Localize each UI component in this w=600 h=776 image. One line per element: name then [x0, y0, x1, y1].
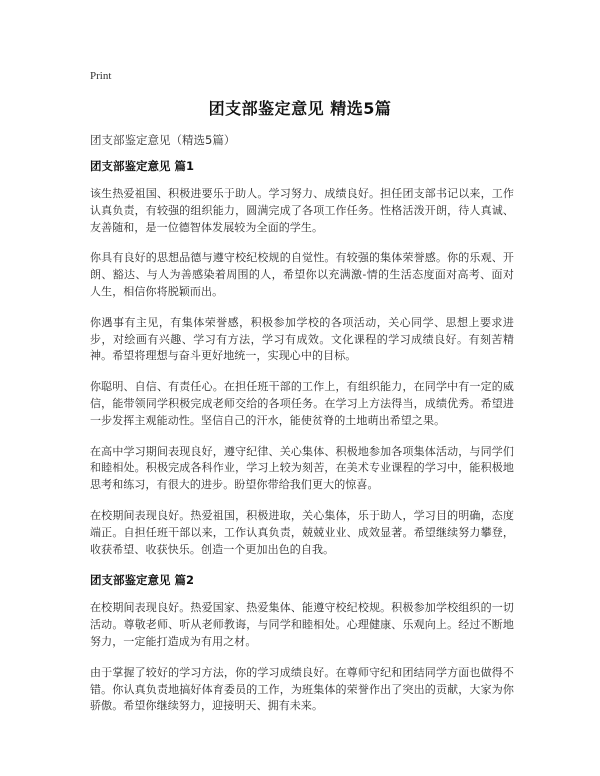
- paragraph: 你聪明、自信、有责任心。在担任班干部的工作上，有组织能力，在同学中有一定的威信，能带领同学积极完成老师交给的各项任务。在学习上方法得当，成绩优秀。希望进一步发挥主观能动性。坚信自己的汗水，能使贫脊的土地萌出希望之果。: [90, 380, 514, 427]
- section-1: [90, 158, 514, 558]
- paragraph: 在校期间表现良好。热爱国家、热爱集体、能遵守校纪校规。积极参加学校组织的一切活动。尊敬老师、听从老师教诲，与同学和睦相处。心理健康、乐观向上。经过不断地努力，一定能打造成为有用之材。: [90, 601, 514, 648]
- document-subtitle: 团支部鉴定意见（精选5篇）: [90, 133, 236, 147]
- page-title: 团支部鉴定意见 精选5篇: [208, 99, 392, 118]
- paragraph: 你遇事有主见，有集体荣誉感，积极参加学校的各项活动，关心同学、思想上要求进步，对绘画有兴趣、学习有方法，学习有成效。文化课程的学习成绩良好。有刻苦精神。希望将理想与奋斗更好地统一，实现心中的目标。: [90, 315, 514, 363]
- document-body: [90, 158, 514, 729]
- paragraph: 你具有良好的思想品德与遵守校纪校规的自觉性。有较强的集体荣誉感。你的乐观、开朗、豁达、与人为善感染着周围的人，希望你以充满激-情的生活态度面对高考、面对人生，相信你将脱颖而出。: [90, 251, 514, 298]
- paragraph: 该生热爱祖国、积极进要乐于助人。学习努力、成绩良好。担任团支部书记以来，工作认真负责，有较强的组织能力，圆满完成了各项工作任务。性格活泼开朗，待人真诚、友善随和，是一位德智体发展较为全面的学生。: [90, 187, 514, 234]
- section-heading: 团支部鉴定意见 篇1: [90, 159, 195, 173]
- paragraph: 在高中学习期间表现良好，遵守纪律、关心集体、积极地参加各项集体活动，与同学们和睦相处。积极完成各科作业，学习上较为刻苦，在美术专业课程的学习中，能积极地思考和练习，有很大的进步。盼望你带给我们更大的惊喜。: [90, 444, 514, 492]
- paragraph: 在校期间表现良好。热爱祖国，积极进取，关心集体，乐于助人，学习目的明确，态度端正。自担任班干部以来，工作认真负责，兢兢业业、成效显著。希望继续努力攀登，收获希望、收获快乐。创造一个更加出色的自我。: [90, 508, 514, 556]
- section-heading: 团支部鉴定意见 篇2: [90, 573, 195, 588]
- print-label: Print: [90, 70, 112, 82]
- section-2: [90, 572, 514, 715]
- paragraph: 由于掌握了较好的学习方法，你的学习成绩良好。在尊师守纪和团结同学方面也做得不错。你认真负责地搞好体育委员的工作，为班集体的荣誉作出了突出的贡献，大家为你骄傲。希望你继续努力，迎接明天、拥有未来。: [90, 665, 514, 713]
